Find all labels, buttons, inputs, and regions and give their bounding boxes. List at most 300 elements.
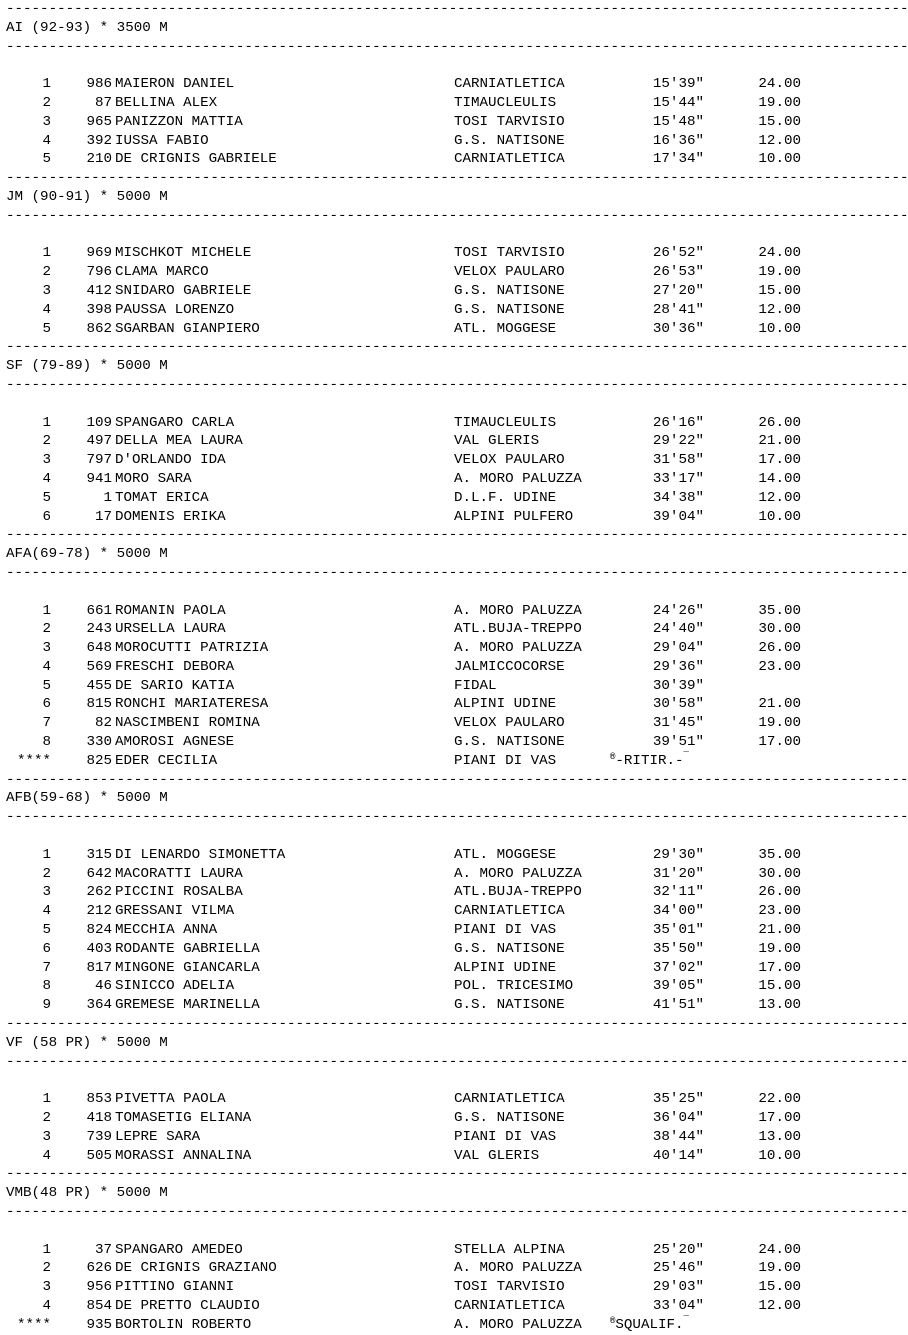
result-position: 6 (42, 696, 51, 713)
result-position: 1 (42, 76, 51, 93)
athlete-name: RODANTE GABRIELLA (115, 940, 260, 957)
club-name: D.L.F. UDINE (454, 489, 557, 506)
result-row (6, 1128, 806, 1147)
result-points: 23.00 (758, 903, 801, 920)
result-position: 3 (42, 884, 51, 901)
result-points: 19.00 (758, 1260, 801, 1277)
result-row (6, 977, 806, 996)
result-bib: 403 (86, 940, 112, 957)
athlete-name: MORASSI ANNALINA (115, 1147, 252, 1164)
result-bib: 965 (86, 113, 112, 130)
result-bib: 418 (86, 1110, 112, 1127)
athlete-name: GRESSANI VILMA (115, 903, 235, 920)
result-row (6, 865, 806, 884)
athlete-name: TOMAT ERICA (115, 489, 209, 506)
result-time: 29'22" (652, 433, 704, 450)
athlete-name: FRESCHI DEBORA (115, 658, 235, 675)
athlete-name: MOROCUTTI PATRIZIA (115, 640, 269, 657)
athlete-name: SGARBAN GIANPIERO (115, 320, 260, 337)
separator-line: ---------------------------------------------------------------------------------------------------------- (6, 38, 908, 55)
result-row (6, 959, 806, 978)
result-points: 15.00 (758, 113, 801, 130)
result-time: 27'20" (652, 282, 704, 299)
result-time: 16'36" (652, 132, 704, 149)
blank-line (6, 1222, 806, 1241)
result-points: 21.00 (758, 922, 801, 939)
club-name: JALMICCOCORSE (454, 658, 565, 675)
result-points: 13.00 (758, 997, 801, 1014)
club-name: VELOX PAULARO (454, 452, 565, 469)
blank-line (6, 827, 806, 846)
result-points: 12.00 (758, 132, 801, 149)
result-points: 21.00 (758, 696, 801, 713)
result-row (6, 883, 806, 902)
separator-line: ---------------------------------------------------------------------------------------------------------- (6, 1166, 908, 1183)
club-name: G.S. NATISONE (454, 940, 565, 957)
result-points: 19.00 (758, 264, 801, 281)
result-position: 6 (42, 508, 51, 525)
result-points: 15.00 (758, 1279, 801, 1296)
result-row (6, 301, 806, 320)
result-points: 24.00 (758, 76, 801, 93)
club-name: G.S. NATISONE (454, 132, 565, 149)
result-time: 29'30" (652, 846, 704, 863)
result-time: 28'41" (652, 301, 704, 318)
result-points: 15.00 (758, 282, 801, 299)
result-bib: 956 (86, 1279, 112, 1296)
result-row (6, 451, 806, 470)
club-name: CARNIATLETICA (454, 1297, 565, 1314)
separator-line: ---------------------------------------------------------------------------------------------------------- (6, 207, 908, 224)
result-time: 39'05" (652, 978, 704, 995)
result-bib: 626 (86, 1260, 112, 1277)
result-position: 1 (42, 414, 51, 431)
athlete-name: BELLINA ALEX (115, 94, 218, 111)
result-position: 9 (42, 997, 51, 1014)
result-position: 4 (42, 1297, 51, 1314)
club-name: FIDAL (454, 677, 497, 694)
separator-line: ---------------------------------------------------------------------------------------------------------- (6, 771, 908, 788)
separator-line: ---------------------------------------------------------------------------------------------------------- (6, 339, 908, 356)
club-name: VAL GLERIS (454, 433, 540, 450)
note-text: SQUALIF. (615, 1316, 684, 1333)
result-row (6, 996, 806, 1015)
athlete-name: PAUSSA LORENZO (115, 301, 235, 318)
result-position: 1 (42, 1091, 51, 1108)
result-points: 26.00 (758, 414, 801, 431)
athlete-name: DELLA MEA LAURA (115, 433, 243, 450)
result-position: **** (16, 752, 51, 769)
athlete-name: DI LENARDO SIMONETTA (115, 846, 286, 863)
blank-line (6, 395, 806, 414)
result-bib: 87 (94, 94, 112, 111)
club-name: PIANI DI VAS (454, 752, 557, 769)
result-bib: 17 (94, 508, 112, 525)
result-position: 5 (42, 489, 51, 506)
result-bib: 853 (86, 1091, 112, 1108)
note-mark-close: ¯ (683, 751, 689, 762)
result-points: 12.00 (758, 1297, 801, 1314)
result-bib: 210 (86, 151, 112, 168)
result-bib: 941 (86, 470, 112, 487)
result-row (6, 414, 806, 433)
athlete-name: EDER CECILIA (115, 752, 218, 769)
result-points: 12.00 (758, 489, 801, 506)
result-row (6, 1278, 806, 1297)
club-name: A. MORO PALUZZA (454, 865, 582, 882)
result-points: 35.00 (758, 602, 801, 619)
result-time: 26'53" (652, 264, 704, 281)
result-position: 4 (42, 658, 51, 675)
result-bib: 569 (86, 658, 112, 675)
result-row (6, 1297, 806, 1316)
result-position: 3 (42, 282, 51, 299)
club-name: CARNIATLETICA (454, 151, 565, 168)
club-name: G.S. NATISONE (454, 301, 565, 318)
result-row (6, 733, 806, 752)
result-row (6, 432, 806, 451)
athlete-name: GREMESE MARINELLA (115, 997, 260, 1014)
separator-line: ---------------------------------------------------------------------------------------------------------- (6, 1, 908, 17)
section-title: SF (79-89) * 5000 M (6, 358, 168, 375)
result-row (6, 695, 806, 714)
note-text: -RITIR.- (615, 752, 684, 769)
result-row (6, 1109, 806, 1128)
club-name: CARNIATLETICA (454, 903, 565, 920)
result-time: 30'39" (652, 677, 704, 694)
club-name: CARNIATLETICA (454, 1091, 565, 1108)
club-name: ALPINI UDINE (454, 696, 557, 713)
result-position: 3 (42, 113, 51, 130)
club-name: ATL. MOGGESE (454, 846, 557, 863)
result-position: 4 (42, 132, 51, 149)
result-bib: 37 (94, 1241, 112, 1258)
separator-line: ---------------------------------------------------------------------------------------------------------- (6, 809, 908, 826)
result-position: 7 (42, 715, 51, 732)
result-time: 15'48" (652, 113, 704, 130)
result-position: 5 (42, 922, 51, 939)
result-position: 7 (42, 959, 51, 976)
result-time: 35'25" (652, 1091, 704, 1108)
result-bib: 642 (86, 865, 112, 882)
result-points: 19.00 (758, 940, 801, 957)
result-position: 3 (42, 1128, 51, 1145)
result-row (6, 639, 806, 658)
club-name: VAL GLERIS (454, 1147, 540, 1164)
result-row (6, 658, 806, 677)
result-points: 10.00 (758, 1147, 801, 1164)
separator-line: ---------------------------------------------------------------------------------------------------------- (6, 376, 908, 393)
blank-line (6, 56, 806, 75)
result-points: 17.00 (758, 452, 801, 469)
result-bib: 364 (86, 997, 112, 1014)
result-points: 12.00 (758, 301, 801, 318)
athlete-name: TOMASETIG ELIANA (115, 1110, 252, 1127)
result-time: 24'26" (652, 602, 704, 619)
result-points: 26.00 (758, 640, 801, 657)
athlete-name: MAIERON DANIEL (115, 76, 235, 93)
athlete-name: AMOROSI AGNESE (115, 734, 235, 751)
result-bib: 824 (86, 922, 112, 939)
result-time: 32'11" (652, 884, 704, 901)
result-position: 4 (42, 1147, 51, 1164)
result-bib: 46 (94, 978, 112, 995)
result-bib: 412 (86, 282, 112, 299)
result-row (6, 320, 806, 339)
club-name: A. MORO PALUZZA (454, 1316, 582, 1333)
result-time: 31'20" (652, 865, 704, 882)
result-time: 29'04" (652, 640, 704, 657)
result-bib: 969 (86, 245, 112, 262)
result-time: 15'44" (652, 94, 704, 111)
result-bib: 854 (86, 1297, 112, 1314)
result-time: 39'04" (652, 508, 704, 525)
result-time: 29'03" (652, 1279, 704, 1296)
result-bib: 109 (86, 414, 112, 431)
club-name: G.S. NATISONE (454, 282, 565, 299)
result-bib: 330 (86, 734, 112, 751)
club-name: ATL. MOGGESE (454, 320, 557, 337)
club-name: TOSI TARVISIO (454, 1279, 565, 1296)
result-time: 17'34" (652, 151, 704, 168)
result-position: 6 (42, 940, 51, 957)
athlete-name: LEPRE SARA (115, 1128, 201, 1145)
result-bib: 1 (103, 489, 112, 506)
result-position: 1 (42, 245, 51, 262)
result-time: 25'46" (652, 1260, 704, 1277)
athlete-name: BORTOLIN ROBERTO (115, 1316, 252, 1333)
club-name: POL. TRICESIMO (454, 978, 574, 995)
section-title: JM (90-91) * 5000 M (6, 188, 168, 205)
club-name: TIMAUCLEULIS (454, 94, 557, 111)
athlete-name: MECCHIA ANNA (115, 922, 218, 939)
club-name: CARNIATLETICA (454, 76, 565, 93)
athlete-name: URSELLA LAURA (115, 621, 226, 638)
result-position: 5 (42, 151, 51, 168)
result-points: 10.00 (758, 508, 801, 525)
result-time: 39'51" (652, 734, 704, 751)
club-name: TIMAUCLEULIS (454, 414, 557, 431)
note-mark-open: ® (610, 751, 616, 762)
result-points: 10.00 (758, 320, 801, 337)
result-row (6, 470, 806, 489)
athlete-name: IUSSA FABIO (115, 132, 209, 149)
result-position: 1 (42, 846, 51, 863)
athlete-name: MINGONE GIANCARLA (115, 959, 260, 976)
result-position: 8 (42, 734, 51, 751)
blank-line (6, 583, 806, 602)
separator-line: ---------------------------------------------------------------------------------------------------------- (6, 1053, 908, 1070)
result-points: 23.00 (758, 658, 801, 675)
result-position: **** (16, 1316, 51, 1333)
blank-line (6, 226, 806, 245)
result-points: 19.00 (758, 94, 801, 111)
result-time: 30'58" (652, 696, 704, 713)
result-row (6, 244, 806, 263)
athlete-name: DE SARIO KATIA (115, 677, 235, 694)
result-time: 34'00" (652, 903, 704, 920)
result-bib: 82 (94, 715, 112, 732)
result-position: 3 (42, 640, 51, 657)
result-row (6, 489, 806, 508)
result-points: 26.00 (758, 884, 801, 901)
result-points: 22.00 (758, 1091, 801, 1108)
result-position: 2 (42, 264, 51, 281)
separator-line: ---------------------------------------------------------------------------------------------------------- (6, 170, 908, 187)
result-bib: 862 (86, 320, 112, 337)
result-time: 30'36" (652, 320, 704, 337)
note-mark-open: ® (610, 1315, 616, 1326)
result-bib: 455 (86, 677, 112, 694)
result-points: 13.00 (758, 1128, 801, 1145)
result-position: 8 (42, 978, 51, 995)
athlete-name: ROMANIN PAOLA (115, 602, 226, 619)
result-bib: 986 (86, 76, 112, 93)
section-title: AFA(69-78) * 5000 M (6, 546, 168, 563)
result-bib: 212 (86, 903, 112, 920)
athlete-name: SPANGARO CARLA (115, 414, 235, 431)
result-time: 31'58" (652, 452, 704, 469)
athlete-name: DOMENIS ERIKA (115, 508, 226, 525)
result-points: 14.00 (758, 470, 801, 487)
result-position: 5 (42, 677, 51, 694)
athlete-name: PIVETTA PAOLA (115, 1091, 226, 1108)
athlete-name: SPANGARO AMEDEO (115, 1241, 243, 1258)
result-time: 38'44" (652, 1128, 704, 1145)
result-time: 41'51" (652, 997, 704, 1014)
result-time: 26'52" (652, 245, 704, 262)
club-name: ATL.BUJA-TREPPO (454, 621, 582, 638)
result-position: 3 (42, 1279, 51, 1296)
result-points: 19.00 (758, 715, 801, 732)
result-row (6, 677, 806, 696)
result-row (6, 940, 806, 959)
result-bib: 797 (86, 452, 112, 469)
section-title: VMB(48 PR) * 5000 M (6, 1185, 168, 1202)
results-document (6, 0, 908, 1335)
result-row (6, 263, 806, 282)
result-row (6, 1316, 806, 1335)
club-name: A. MORO PALUZZA (454, 1260, 582, 1277)
result-status-note (610, 1316, 689, 1335)
result-points: 35.00 (758, 846, 801, 863)
result-row (6, 94, 806, 113)
result-time: 34'38" (652, 489, 704, 506)
result-row (6, 902, 806, 921)
club-name: A. MORO PALUZZA (454, 640, 582, 657)
separator-line: ---------------------------------------------------------------------------------------------------------- (6, 1016, 908, 1033)
result-position: 2 (42, 621, 51, 638)
result-time: 31'45" (652, 715, 704, 732)
result-position: 2 (42, 1260, 51, 1277)
result-time: 35'50" (652, 940, 704, 957)
result-row (6, 1147, 806, 1166)
result-bib: 935 (86, 1316, 112, 1333)
athlete-name: RONCHI MARIATERESA (115, 696, 269, 713)
result-bib: 817 (86, 959, 112, 976)
athlete-name: MORO SARA (115, 470, 192, 487)
club-name: VELOX PAULARO (454, 715, 565, 732)
note-mark-close: ¯ (683, 1315, 689, 1326)
result-bib: 315 (86, 846, 112, 863)
result-time: 25'20" (652, 1241, 704, 1258)
blank-line (6, 1071, 806, 1090)
club-name: TOSI TARVISIO (454, 113, 565, 130)
result-bib: 661 (86, 602, 112, 619)
result-bib: 497 (86, 433, 112, 450)
result-time: 33'04" (652, 1297, 704, 1314)
separator-line: ---------------------------------------------------------------------------------------------------------- (6, 527, 908, 544)
athlete-name: MISCHKOT MICHELE (115, 245, 252, 262)
result-bib: 243 (86, 621, 112, 638)
athlete-name: PANIZZON MATTIA (115, 113, 243, 130)
athlete-name: SNIDARO GABRIELE (115, 282, 252, 299)
athlete-name: NASCIMBENI ROMINA (115, 715, 260, 732)
result-points: 30.00 (758, 621, 801, 638)
result-row (6, 846, 806, 865)
result-time: 15'39" (652, 76, 704, 93)
result-points: 24.00 (758, 1241, 801, 1258)
result-time: 29'36" (652, 658, 704, 675)
club-name: TOSI TARVISIO (454, 245, 565, 262)
separator-line: ---------------------------------------------------------------------------------------------------------- (6, 564, 908, 581)
result-row (6, 150, 806, 169)
result-position: 4 (42, 470, 51, 487)
result-position: 2 (42, 94, 51, 111)
result-row (6, 714, 806, 733)
section-title: AI (92-93) * 3500 M (6, 19, 168, 36)
result-row (6, 1090, 806, 1109)
result-points: 17.00 (758, 959, 801, 976)
result-position: 5 (42, 320, 51, 337)
result-row (6, 921, 806, 940)
result-row (6, 1259, 806, 1278)
separator-line: ---------------------------------------------------------------------------------------------------------- (6, 1204, 908, 1220)
result-row (6, 113, 806, 132)
athlete-name: SINICCO ADELIA (115, 978, 235, 995)
club-name: A. MORO PALUZZA (454, 470, 582, 487)
athlete-name: DE CRIGNIS GABRIELE (115, 151, 277, 168)
result-position: 2 (42, 1110, 51, 1127)
section-title: AFB(59-68) * 5000 M (6, 790, 168, 807)
result-position: 4 (42, 301, 51, 318)
result-time: 37'02" (652, 959, 704, 976)
result-row (6, 508, 806, 527)
result-time: 40'14" (652, 1147, 704, 1164)
result-points: 17.00 (758, 1110, 801, 1127)
club-name: G.S. NATISONE (454, 1110, 565, 1127)
result-row (6, 132, 806, 151)
result-position: 2 (42, 433, 51, 450)
result-position: 3 (42, 452, 51, 469)
result-row (6, 620, 806, 639)
result-position: 4 (42, 903, 51, 920)
result-row (6, 602, 806, 621)
athlete-name: MACORATTI LAURA (115, 865, 243, 882)
result-status-note (610, 752, 689, 771)
club-name: STELLA ALPINA (454, 1241, 565, 1258)
club-name: A. MORO PALUZZA (454, 602, 582, 619)
result-time: 36'04" (652, 1110, 704, 1127)
result-bib: 796 (86, 264, 112, 281)
result-row (6, 282, 806, 301)
club-name: G.S. NATISONE (454, 997, 565, 1014)
result-points: 24.00 (758, 245, 801, 262)
athlete-name: CLAMA MARCO (115, 264, 209, 281)
result-bib: 398 (86, 301, 112, 318)
athlete-name: PITTINO GIANNI (115, 1279, 235, 1296)
result-bib: 505 (86, 1147, 112, 1164)
